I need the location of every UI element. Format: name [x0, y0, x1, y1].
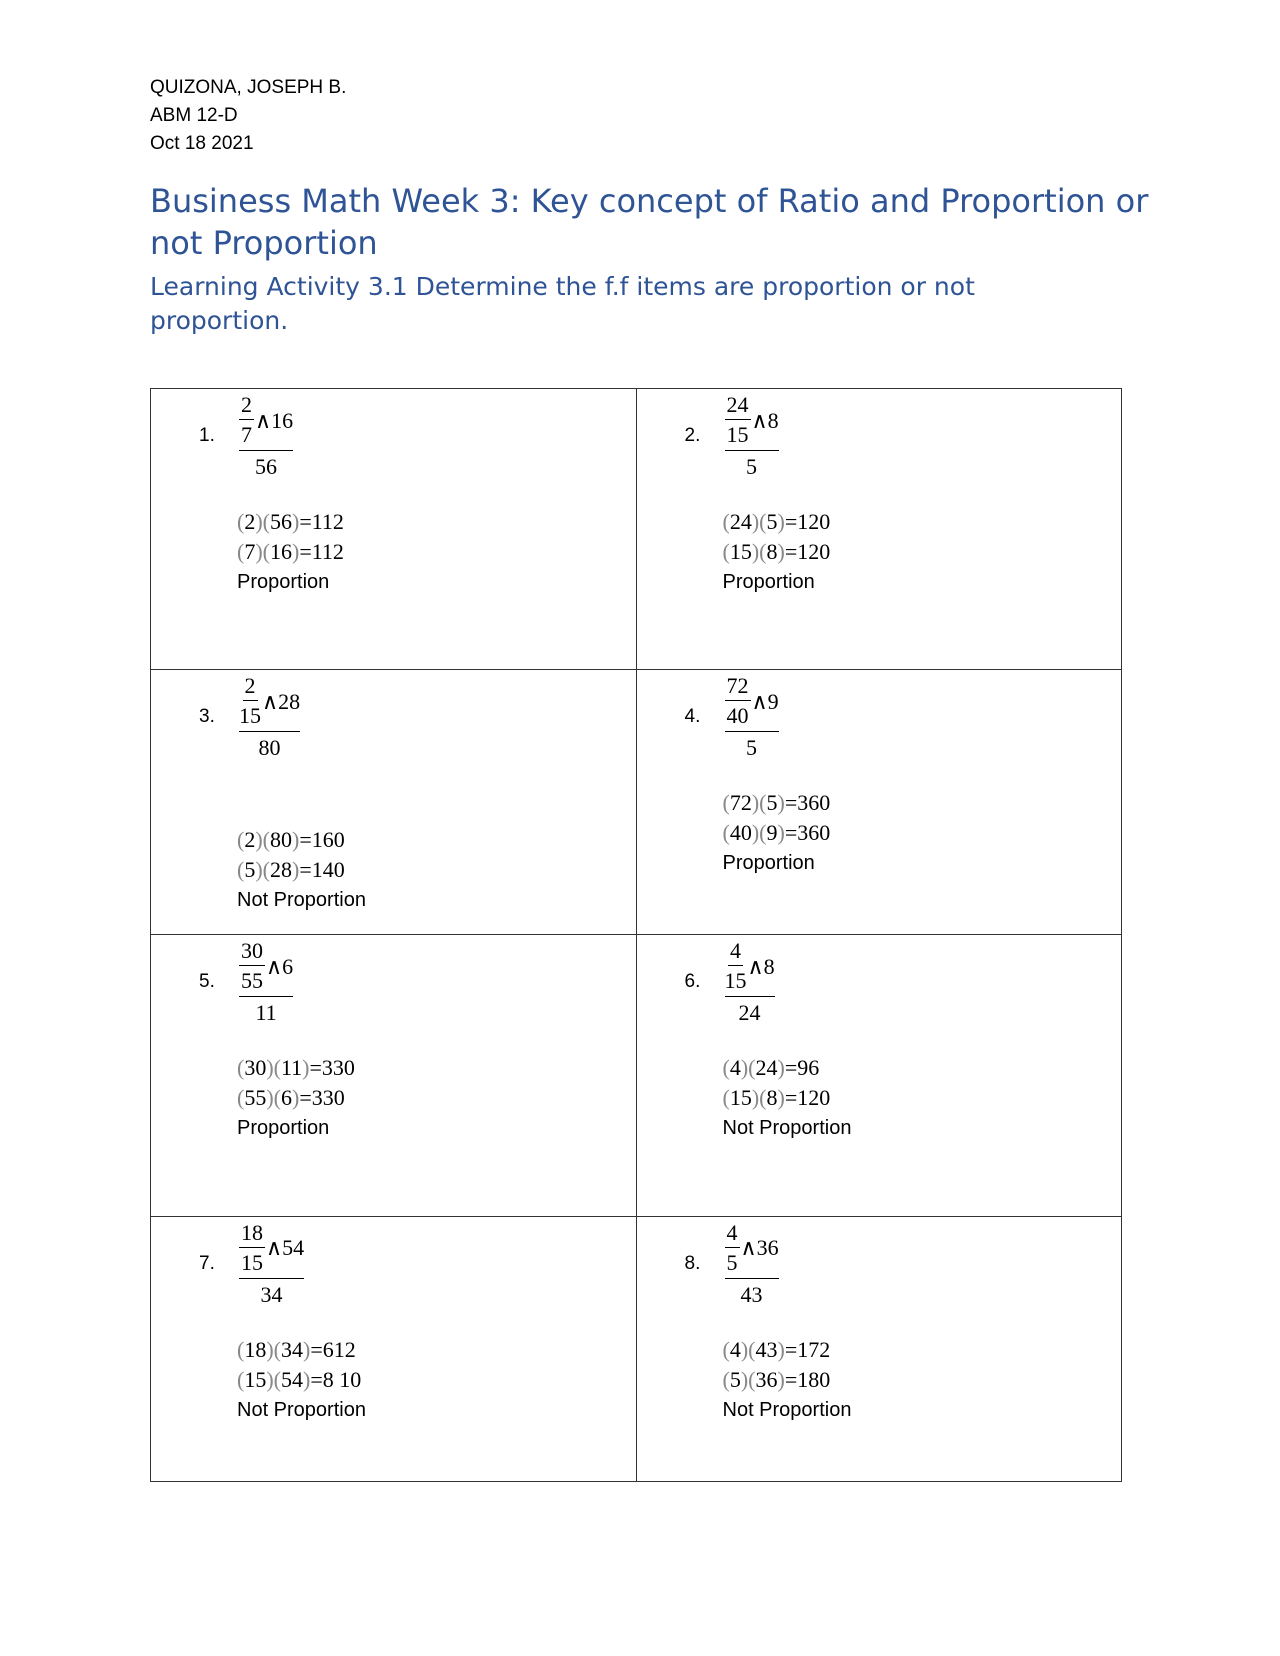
ratio-numerator: 4 [725, 1219, 740, 1248]
cross-multiplication [723, 507, 831, 597]
calc-factor: 11 [280, 1055, 303, 1081]
cross-multiplication [237, 507, 344, 597]
calc-factor: 4 [729, 1055, 741, 1081]
ratio-denominator: 40 [726, 703, 749, 729]
ratio-second-denominator: 5 [725, 731, 779, 763]
ratio-denominator: 55 [241, 968, 263, 994]
calc-product: 160 [311, 827, 345, 853]
item-cell [151, 389, 637, 670]
calc-factor: 2 [244, 827, 256, 853]
item-cell [636, 389, 1122, 670]
calc-factor: 16 [269, 539, 292, 564]
ratio-second-denominator: 43 [725, 1278, 779, 1310]
ratio-expression [725, 937, 775, 1028]
calc-product: 120 [797, 509, 831, 534]
ratio-second-numerator: 54 [282, 1235, 305, 1261]
calc-factor: 8 [766, 1085, 778, 1111]
ratio-second-denominator: 56 [239, 450, 293, 482]
item-number: 2. [684, 425, 701, 446]
ratio-denominator: 7 [241, 422, 252, 447]
caret-symbol: ∧ [266, 953, 283, 979]
item-cell [636, 935, 1122, 1216]
cross-multiplication [237, 825, 366, 915]
calc-product: 360 [797, 790, 831, 816]
verdict-label: Not Proportion [237, 889, 366, 912]
item-number: 3. [199, 706, 215, 728]
calc-product: 96 [797, 1055, 820, 1081]
calc-factor: 15 [244, 1366, 267, 1392]
activity-table [150, 388, 1122, 1482]
verdict-label: Not Proportion [722, 1117, 852, 1140]
ratio-numerator: 72 [725, 672, 751, 701]
calc-factor: 36 [755, 1366, 778, 1392]
calc-line-1: (4)(43)=172 [722, 1336, 831, 1362]
ratio-second-denominator: 34 [239, 1278, 304, 1310]
verdict-label: Proportion [237, 1117, 330, 1140]
calc-factor: 6 [280, 1085, 292, 1111]
calc-product: 330 [321, 1055, 355, 1081]
cross-multiplication [723, 788, 831, 878]
caret-symbol: ∧ [751, 688, 768, 714]
calc-factor: 80 [269, 827, 292, 853]
verdict-label: Proportion [722, 571, 815, 593]
calc-factor: 2 [244, 509, 256, 534]
ratio-fraction [725, 391, 751, 450]
ratio-expression [239, 391, 293, 482]
calc-factor: 5 [244, 857, 256, 883]
ratio-numerator: 24 [725, 391, 751, 420]
calc-product: 140 [311, 857, 345, 883]
calc-product: 330 [311, 1085, 345, 1111]
ratio-second-denominator: 5 [725, 450, 779, 482]
caret-symbol: ∧ [262, 688, 279, 714]
caret-symbol: ∧ [266, 1235, 283, 1261]
calc-factor: 72 [729, 790, 752, 816]
calc-factor: 15 [729, 1085, 752, 1111]
calc-factor: 24 [729, 509, 752, 534]
item-number: 6. [684, 971, 701, 993]
calc-line-2: (15)(8)=120 [722, 539, 831, 564]
calc-factor: 5 [766, 509, 778, 534]
ratio-numerator: 30 [239, 937, 265, 966]
item-number: 7. [199, 1252, 215, 1274]
ratio-second-denominator: 11 [239, 996, 293, 1028]
caret-symbol: ∧ [740, 1235, 757, 1261]
ratio-denominator: 15 [241, 1249, 263, 1275]
calc-product: 112 [311, 509, 344, 534]
calc-product: 8 10 [322, 1366, 362, 1392]
ratio-second-denominator: 24 [725, 996, 775, 1028]
ratio-second-numerator: 8 [767, 407, 779, 433]
item-number: 5. [199, 971, 215, 993]
calc-product: 360 [797, 820, 831, 846]
activity-subtitle: Learning Activity 3.1 Determine the f.f items are proportion or not proportion. [150, 272, 975, 335]
calc-line-2: (5)(36)=180 [722, 1366, 831, 1392]
calc-factor: 15 [729, 539, 752, 564]
calc-line-1: (72)(5)=360 [722, 790, 831, 816]
calc-factor: 43 [755, 1336, 778, 1362]
cross-multiplication [237, 1335, 366, 1425]
cross-multiplication [723, 1053, 852, 1143]
caret-symbol: ∧ [747, 953, 764, 979]
calc-factor: 9 [766, 820, 778, 846]
calc-factor: 28 [269, 857, 292, 883]
ratio-second-numerator: 16 [271, 407, 294, 433]
calc-factor: 7 [244, 539, 256, 564]
calc-product: 120 [797, 1085, 831, 1111]
calc-product: 172 [797, 1336, 831, 1362]
verdict-label: Not Proportion [237, 1398, 366, 1421]
student-section: ABM 12-D [150, 105, 238, 126]
calc-factor: 54 [280, 1366, 303, 1392]
ratio-fraction [239, 1219, 265, 1278]
document-title: Business Math Week 3: Key concept of Ratio and Proportion or not Proportion [150, 182, 1149, 262]
calc-factor: 34 [280, 1336, 303, 1362]
ratio-fraction [725, 672, 751, 731]
calc-line-2: (15)(54)=8 10 [237, 1366, 362, 1392]
ratio-second-numerator: 6 [282, 953, 294, 979]
ratio-second-numerator: 36 [756, 1235, 779, 1261]
calc-factor: 40 [729, 820, 752, 846]
calc-factor: 5 [766, 790, 778, 816]
calc-factor: 5 [729, 1366, 741, 1392]
item-cell [636, 1216, 1122, 1481]
ratio-fraction [239, 391, 254, 450]
calc-product: 612 [322, 1336, 356, 1362]
verdict-label: Proportion [722, 852, 815, 875]
calc-line-1: (4)(24)=96 [722, 1055, 820, 1081]
calc-line-2: (40)(9)=360 [722, 820, 831, 846]
ratio-denominator: 15 [239, 703, 261, 729]
cross-multiplication [723, 1335, 852, 1425]
calc-line-1: (2)(80)=160 [237, 827, 345, 853]
ratio-second-denominator: 80 [239, 731, 300, 763]
item-cell [151, 1216, 637, 1481]
ratio-numerator: 2 [243, 672, 258, 701]
calc-factor: 55 [244, 1085, 267, 1111]
ratio-expression [239, 1219, 304, 1310]
item-number: 1. [199, 425, 215, 446]
student-name: QUIZONA, JOSEPH B. [150, 77, 347, 98]
ratio-numerator: 2 [239, 391, 254, 420]
calc-factor: 4 [729, 1336, 741, 1362]
ratio-fraction [725, 1219, 740, 1278]
calc-line-2: (5)(28)=140 [237, 857, 345, 883]
verdict-label: Proportion [237, 571, 330, 593]
item-cell [636, 670, 1122, 935]
item-cell [151, 935, 637, 1216]
ratio-fraction [239, 937, 265, 996]
item-number: 4. [684, 706, 701, 728]
calc-line-2: (55)(6)=330 [237, 1085, 345, 1111]
calc-line-1: (18)(34)=612 [237, 1336, 356, 1362]
verdict-label: Not Proportion [722, 1398, 852, 1421]
calc-factor: 30 [244, 1055, 267, 1081]
calc-line-1: (30)(11)=330 [237, 1055, 355, 1081]
calc-factor: 8 [766, 539, 778, 564]
calc-line-2: (7)(16)=112 [237, 539, 344, 564]
ratio-second-numerator: 8 [763, 953, 775, 979]
ratio-numerator: 18 [239, 1219, 265, 1248]
calc-factor: 18 [244, 1336, 267, 1362]
calc-product: 180 [797, 1366, 831, 1392]
caret-symbol: ∧ [751, 407, 768, 433]
ratio-denominator: 5 [726, 1249, 738, 1275]
ratio-expression [725, 672, 779, 763]
cross-multiplication [237, 1053, 355, 1143]
calc-line-1: (2)(56)=112 [237, 509, 344, 534]
calc-line-1: (24)(5)=120 [722, 509, 831, 534]
ratio-expression [239, 672, 300, 763]
calc-factor: 56 [269, 509, 292, 534]
item-number: 8. [684, 1252, 701, 1274]
ratio-expression [725, 391, 779, 482]
caret-symbol: ∧ [255, 407, 272, 433]
ratio-fraction [725, 937, 747, 996]
ratio-denominator: 15 [726, 422, 749, 447]
ratio-expression [725, 1219, 779, 1310]
ratio-numerator: 4 [728, 937, 743, 966]
ratio-fraction [239, 672, 261, 731]
calc-factor: 24 [755, 1055, 778, 1081]
calc-product: 112 [311, 539, 344, 564]
student-info [150, 74, 346, 158]
ratio-second-numerator: 9 [767, 688, 779, 714]
calc-line-2: (15)(8)=120 [722, 1085, 831, 1111]
item-cell [151, 670, 637, 935]
ratio-denominator: 15 [724, 968, 747, 994]
document-date: Oct 18 2021 [150, 133, 254, 154]
calc-product: 120 [797, 539, 831, 564]
ratio-second-numerator: 28 [278, 688, 301, 714]
ratio-expression [239, 937, 293, 1028]
